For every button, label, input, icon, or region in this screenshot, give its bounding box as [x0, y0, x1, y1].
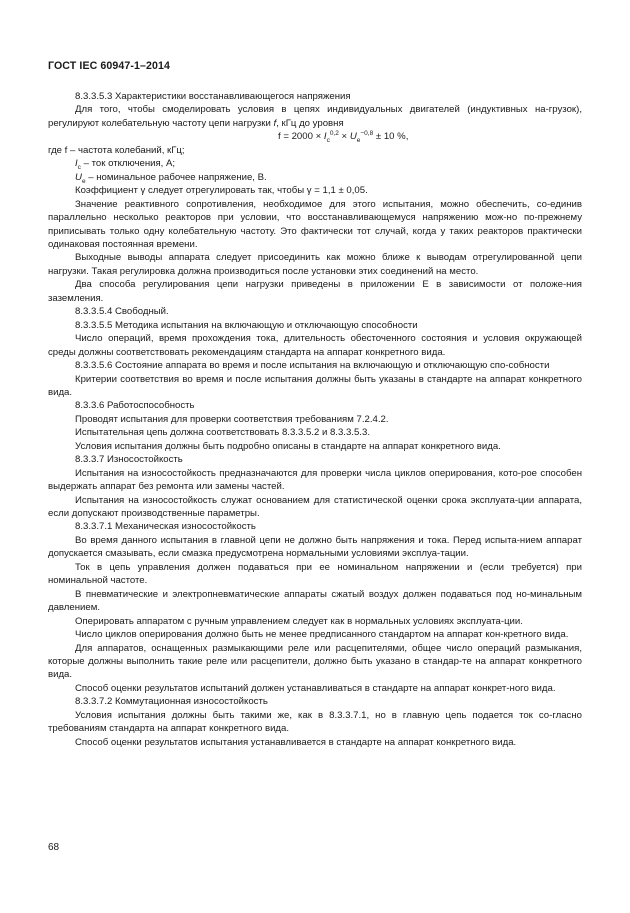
- paragraph: Ток в цепь управления должен подаваться при ее номинальном напряжении и (если требуется) при номинальной частоте.: [48, 561, 582, 587]
- paragraph: Критерии соответствия во время и после испытания должны быть указаны в стандарте на аппарат конкретного вида.: [48, 373, 582, 398]
- paragraph: Оперировать аппаратом с ручным управлением следует как в нормальных условиях эксплуата-ции.: [75, 615, 523, 627]
- paragraph-text: Для того, чтобы смоделировать условия в цепях индивидуальных двигателей (индуктивных на-грузок), регулируют колебательную частоту цепи нагрузки: [48, 104, 582, 129]
- where-definition: где f – частота колебаний, кГц;: [48, 144, 185, 156]
- clause-heading: 8.3.3.7 Износостойкость: [75, 454, 183, 466]
- paragraph: Два способа регулирования цепи нагрузки приведены в приложении Е в зависимости от положе-ния заземления.: [48, 279, 582, 304]
- paragraph: Значение реактивного сопротивления, необходимое для этого испытания, можно обеспечить, со-единив параллельно несколько реакторов при условии, что восстанавливающемуся напряжению мож-но по-прежнему приписывать только одну колебательную частоту. Это фактически тот случай, когда у таких реакторов практически одинаковая постоянная времени.: [48, 198, 582, 250]
- clause-heading: 8.3.3.5.6 Состояние аппарата во время и после испытания на включающую и отключающую спо-собности: [75, 360, 550, 372]
- clause-heading: 8.3.3.5.3 Характеристики восстанавливающегося напряжения: [75, 91, 351, 102]
- clause-heading: 8.3.3.6 Работоспособность: [75, 400, 195, 412]
- document-header: ГОСТ IEC 60947-1–2014: [48, 60, 170, 72]
- paragraph: Во время данного испытания в главной цепи не должно быть напряжения и тока. Перед испыта-нием аппарат допускается смазывать, если смазка предусмотрена нормальными условиями эксплуа-тации.: [48, 534, 582, 560]
- document-body: [48, 90, 582, 749]
- gamma-coefficient: Коэффициент γ следует отрегулировать так, чтобы γ = 1,1 ± 0,05.: [75, 185, 368, 197]
- paragraph: В пневматические и электропневматические аппараты сжатый воздух должен подаваться под но-минальным давлением.: [48, 588, 582, 614]
- f-symbol: f: [273, 117, 277, 129]
- paragraph: Условия испытания должны быть такими же, как в 8.3.3.7.1, но в главную цепь подается ток со-гласно требованиям стандарта на аппарат конкретного вида.: [48, 709, 582, 735]
- paragraph: Число циклов оперирования должно быть не менее предписанного стандартом на аппарат кон-кретного вида.: [75, 629, 569, 641]
- paragraph: [48, 103, 582, 130]
- paragraph: Для аппаратов, оснащенных размыкающими реле или расцепителями, общее число операций размыкания, которые должны выполнить такие реле или расцепители, должно быть указано в стандар-те на аппарат конкретного вида.: [48, 642, 582, 681]
- paragraph: Испытания на износостойкость служат основанием для статистической оценки срока эксплуата-ции аппарата, если допускают производственные параметры.: [48, 494, 582, 520]
- paragraph: Испытания на износостойкость предназначаются для проверки числа циклов оперирования, кото-рое способен выдержать аппарат без ремонта или замены частей.: [48, 467, 582, 493]
- clause-heading: 8.3.3.7.1 Механическая износостойкость: [75, 521, 256, 533]
- ic-definition: $I_c$ – ток отключения, А;: [75, 158, 176, 172]
- clause-heading: 8.3.3.7.2 Коммутационная износостойкость: [75, 696, 268, 708]
- clause-heading: 8.3.3.5.5 Методика испытания на включающую и отключающую способности: [75, 319, 418, 331]
- frequency-formula: $f = 2000 \times I_c^{0,2} \times U_e^{-0,8} \pm 10$ %,: [278, 130, 409, 145]
- paragraph: Проводят испытания для проверки соответствия требованиям 7.2.4.2.: [75, 413, 389, 425]
- paragraph: Условия испытания должны быть подробно описаны в стандарте на аппарат конкретного вида.: [75, 440, 501, 452]
- paragraph: Способ оценки результатов испытаний должен устанавливаться в стандарте на аппарат конкрет-ного вида.: [75, 682, 556, 694]
- paragraph: Выходные выводы аппарата следует присоединить как можно ближе к выводам отрегулированной цепи нагрузки. Такая регулировка должна производиться после установки этих соединений на место.: [48, 252, 582, 277]
- paragraph: Испытательная цепь должна соответствовать 8.3.3.5.2 и 8.3.3.5.3.: [75, 427, 370, 439]
- paragraph: Способ оценки результатов испытания устанавливается в стандарте на аппарат конкретного вида.: [75, 736, 517, 748]
- page-number: 68: [48, 842, 60, 853]
- clause-heading: 8.3.3.5.4 Свободный.: [75, 306, 169, 318]
- ue-definition: $U_e$ – номинальное рабочее напряжение, В.: [75, 171, 267, 185]
- freq-unit-text: , кГц до уровня: [276, 117, 344, 129]
- paragraph: Число операций, время прохождения тока, длительность обесточенного состояния и условия окружающей среды должны соответствовать рекомендациям стандарта на аппарат конкретного вида.: [48, 333, 582, 358]
